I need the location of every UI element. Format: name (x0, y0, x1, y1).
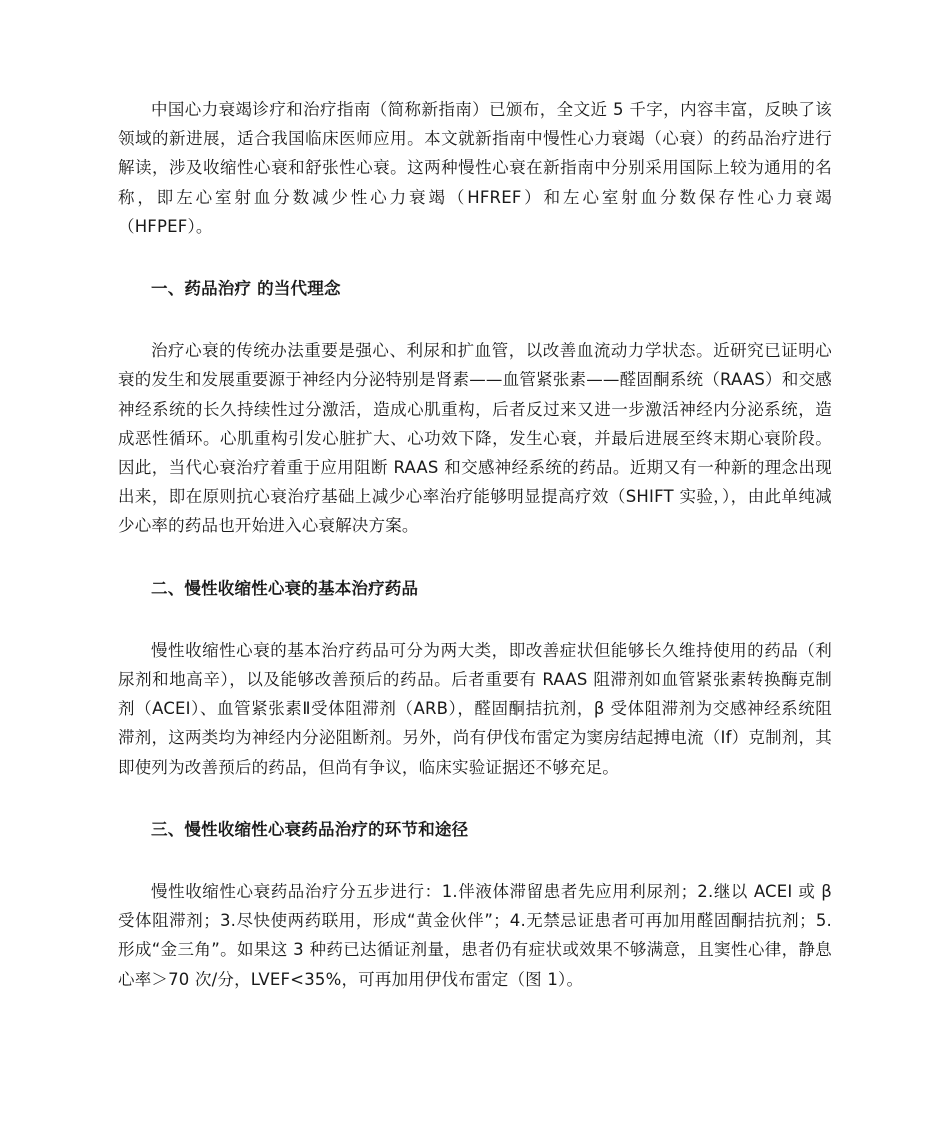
section-body-3: 慢性收缩性心衰药品治疗分五步进行：1.伴液体滞留患者先应用利尿剂；2.继以 ACEI 或 β 受体阻滞剂；3.尽快使两药联用，形成“黄金伙伴”；4.无禁忌证患者可再加用醛固酮拮抗剂；5.形成“金三角”。如果这 3 种药已达循证剂量，患者仍有症状或效果不够满意，且窦性心律，静息心率＞70 次/分，LVEF<35%，可再加用伊伐布雷定（图 1）。 (118, 882, 832, 989)
document-page (118, 95, 832, 994)
section-body-2: 慢性收缩性心衰的基本治疗药品可分为两大类，即改善症状但能够长久维持使用的药品（利尿剂和地高辛），以及能够改善预后的药品。后者重要有 RAAS 阻滞剂如血管紧张素转换酶克制剂（ACEI）、血管紧张素Ⅱ受体阻滞剂（ARB），醛固酮拮抗剂，β 受体阻滞剂为交感神经系统阻滞剂，这两类均为神经内分泌阻断剂。另外，尚有伊伐布雷定为窦房结起搏电流（If）克制剂，其即使列为改善预后的药品，但尚有争议，临床实验证据还不够充足。 (118, 640, 832, 777)
section-heading-2: 二、慢性收缩性心衰的基本治疗药品 (151, 578, 419, 598)
spacer (118, 782, 832, 815)
intro-paragraph: 中国心力衰竭诊疗和治疗指南（简称新指南）已颁布，全文近 5 千字，内容丰富，反映了该领域的新进展，适合我国临床医师应用。本文就新指南中慢性心力衰竭（心衰）的药品治疗进行解读，涉及收缩性心衰和舒张性心衰。这两种慢性心衰在新指南中分别采用国际上较为通用的名称，即左心室射血分数减少性心力衰竭（HFREF）和左心室射血分数保存性心力衰竭（HFPEF）。 (118, 100, 832, 236)
section-heading-3: 三、慢性收缩性心衰药品治疗的环节和途径 (151, 819, 469, 839)
section-heading-1: 一、药品治疗 的当代理念 (151, 279, 341, 299)
section-body-1: 治疗心衰的传统办法重要是强心、利尿和扩血管，以改善血流动力学状态。近研究已证明心衰的发生和发展重要源于神经内分泌特别是肾素——血管紧张素——醛固酮系统（RAAS）和交感神经系统的长久持续性过分激活，造成心肌重构，后者反过来又进一步激活神经内分泌系统，造成恶性循环。心肌重构引发心脏扩大、心功效下降，发生心衰，并最后进展至终末期心衰阶段。因此，当代心衰治疗着重于应用阻断 RAAS 和交感神经系统的药品。近期又有一种新的理念出现出来，即在原则抗心衰治疗基础上减少心率治疗能够明显提高疗效（SHIFT 实验，），由此单纯减少心率的药品也开始进入心衰解决方案。 (118, 341, 832, 536)
spacer (118, 241, 832, 274)
spacer (118, 844, 832, 877)
spacer (118, 303, 832, 336)
spacer (118, 541, 832, 574)
spacer (118, 603, 832, 636)
